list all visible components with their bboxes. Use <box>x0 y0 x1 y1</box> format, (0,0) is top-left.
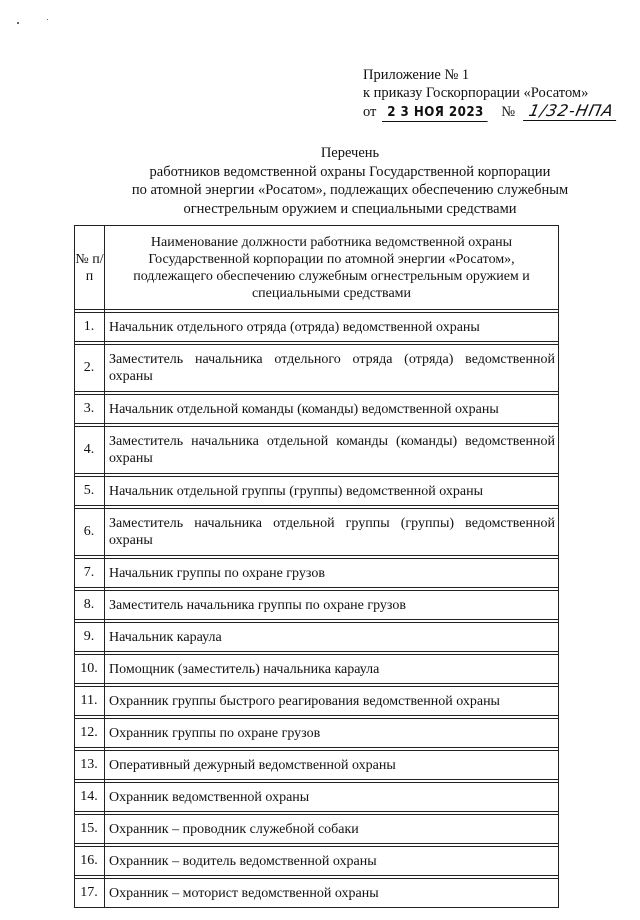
order-number: 1/32-НПА <box>523 102 620 121</box>
heading-line-2: по атомной энергии «Росатом», подлежащих обеспечению служебным <box>131 182 569 198</box>
heading-title: Перечень <box>320 145 380 161</box>
row-position-name: Начальник отдельной команды (команды) ведомственной охраны <box>105 395 559 424</box>
table-row <box>75 687 559 716</box>
row-position-name: Охранник группы по охране грузов <box>105 719 559 748</box>
heading-line-1: работников ведомственной охраны Государственной корпорации <box>149 163 551 180</box>
row-position-name: Оперативный дежурный ведомственной охраны <box>105 751 559 780</box>
row-number: 10. <box>75 655 105 684</box>
table-row <box>75 847 559 876</box>
scan-speck <box>17 22 19 24</box>
row-position-name: Начальник отдельного отряда (отряда) ведомственной охраны <box>105 313 559 342</box>
row-number: 15. <box>75 815 105 844</box>
positions-table <box>74 225 559 908</box>
document-heading <box>100 144 600 218</box>
number-label: № <box>501 104 516 120</box>
row-position-name: Заместитель начальника отдельной команды (команды) ведомственной охраны <box>105 427 559 474</box>
table-row <box>75 509 559 556</box>
row-position-name: Охранник – водитель ведомственной охраны <box>105 847 559 876</box>
row-number: 17. <box>75 879 105 908</box>
row-position-name: Помощник (заместитель) начальника караула <box>105 655 559 684</box>
row-position-name: Заместитель начальника отдельного отряда (отряда) ведомственной охраны <box>105 345 559 392</box>
row-position-name: Заместитель начальника отдельной группы (группы) ведомственной охраны <box>105 509 559 556</box>
table-header-row <box>75 226 559 310</box>
scan-speck <box>47 19 48 20</box>
header-position-name: Наименование должности работника ведомственной охраны Государственной корпорации по атомной энергии «Росатом», подлежащего обеспечению служебным огнестрельным оружием и специальными средствами <box>105 226 559 310</box>
row-number: 13. <box>75 751 105 780</box>
table-row <box>75 719 559 748</box>
table-row <box>75 345 559 392</box>
row-number: 9. <box>75 623 105 652</box>
table-row <box>75 751 559 780</box>
row-number: 14. <box>75 783 105 812</box>
from-label: от <box>363 104 377 120</box>
row-number: 2. <box>75 345 105 392</box>
appendix-date-number-line <box>363 102 623 122</box>
appendix-title: Приложение № 1 <box>363 67 470 83</box>
appendix-block <box>363 66 623 122</box>
row-number: 6. <box>75 509 105 556</box>
table-row <box>75 655 559 684</box>
row-number: 4. <box>75 427 105 474</box>
table-row <box>75 591 559 620</box>
table-row <box>75 623 559 652</box>
date-stamp: 2 3 НОЯ 2023 <box>382 103 487 122</box>
row-number: 1. <box>75 313 105 342</box>
table-row <box>75 879 559 908</box>
table-row <box>75 395 559 424</box>
heading-line-3: огнестрельным оружием и специальными средствами <box>183 200 517 217</box>
row-number: 5. <box>75 477 105 506</box>
row-position-name: Охранник – моторист ведомственной охраны <box>105 879 559 908</box>
header-number: № п/п <box>75 226 105 310</box>
row-position-name: Заместитель начальника группы по охране грузов <box>105 591 559 620</box>
row-number: 12. <box>75 719 105 748</box>
table-row <box>75 427 559 474</box>
appendix-order-ref: к приказу Госкорпорации «Росатом» <box>363 85 589 101</box>
row-number: 16. <box>75 847 105 876</box>
row-position-name: Охранник группы быстрого реагирования ведомственной охраны <box>105 687 559 716</box>
table-row <box>75 815 559 844</box>
table-row <box>75 477 559 506</box>
table-row <box>75 559 559 588</box>
row-position-name: Начальник отдельной группы (группы) ведомственной охраны <box>105 477 559 506</box>
row-number: 11. <box>75 687 105 716</box>
row-position-name: Охранник – проводник служебной собаки <box>105 815 559 844</box>
row-number: 3. <box>75 395 105 424</box>
row-number: 7. <box>75 559 105 588</box>
row-position-name: Охранник ведомственной охраны <box>105 783 559 812</box>
table-row <box>75 313 559 342</box>
table-row <box>75 783 559 812</box>
row-position-name: Начальник караула <box>105 623 559 652</box>
row-number: 8. <box>75 591 105 620</box>
row-position-name: Начальник группы по охране грузов <box>105 559 559 588</box>
